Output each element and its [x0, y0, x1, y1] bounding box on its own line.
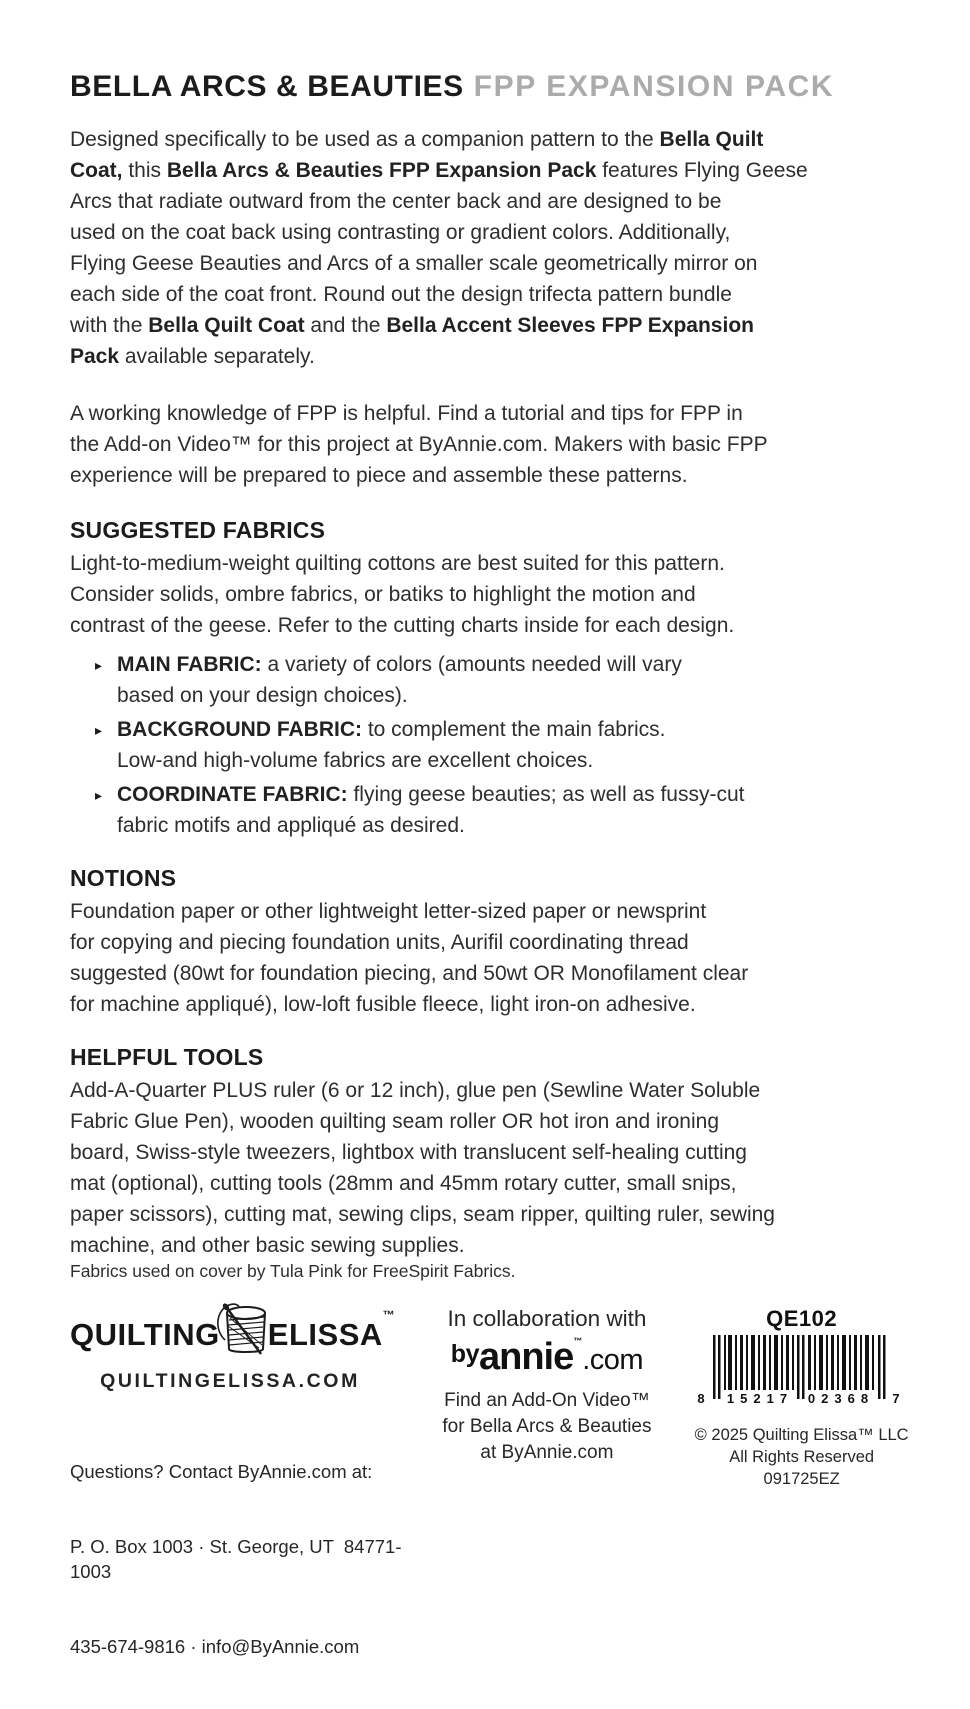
bullet-main-fabric: [70, 649, 914, 711]
cover-fabrics-note: Fabrics used on cover by Tula Pink for FreeSpirit Fabrics.: [70, 1261, 516, 1281]
bullet-arrow-icon: ▸: [95, 787, 103, 803]
suggested-fabrics-heading: SUGGESTED FABRICS: [70, 517, 326, 543]
barcode-digit-outer-left: 8: [697, 1391, 705, 1406]
bullet-background-fabric: [70, 714, 914, 776]
addon-video-line: for Bella Arcs & Beauties: [442, 1416, 652, 1437]
copyright-block: [689, 1424, 914, 1490]
contact-line: P. O. Box 1003 · St. George, UT 84771-1003: [70, 1536, 402, 1582]
section-notions: [70, 865, 914, 1020]
trademark-symbol: ™: [382, 1307, 396, 1322]
bullet-label: MAIN FABRIC:: [117, 653, 262, 676]
logo-word-elissa: ELISSA™: [267, 1307, 396, 1352]
bullet-text: flying geese beauties; as well as fussy-cut fabric motifs and appliqué as desired.: [117, 783, 745, 837]
bullet-text: to complement the main fabrics. Low-and high-volume fabrics are excellent choices.: [117, 718, 666, 772]
addon-video-note: [405, 1388, 690, 1466]
bullet-label: COORDINATE FABRIC:: [117, 783, 348, 806]
byannie-logo: [405, 1338, 690, 1376]
barcode-digits-group2: 02368: [807, 1391, 874, 1406]
intro-paragraph-2: A working knowledge of FPP is helpful. Find a tutorial and tips for FPP in the Add-on Video™ for this project at ByAnnie.com. Makers with basic FPP experience will be prepared to piece and assemble these patterns.: [70, 402, 768, 487]
contact-line: 435-674-9816 · info@ByAnnie.com: [70, 1636, 360, 1657]
footer-barcode-block: [689, 1306, 914, 1709]
logo-annie: annie: [478, 1336, 574, 1378]
page-title: [70, 70, 914, 104]
section-helpful-tools: [70, 1044, 914, 1261]
logo-com: .com: [582, 1344, 644, 1376]
helpful-tools-body: Add-A-Quarter PLUS ruler (6 or 12 inch), glue pen (Sewline Water Soluble Fabric Glue Pen), wooden quilting seam roller OR hot iron and ironing board, Swiss-style tweezers, lightbox with translucent self-healing cutting mat (optional), cutting tools (28mm and 45mm rotary cutter, small snips, paper scissors), cutting mat, sewing clips, seam ripper, quilting ruler, sewing machine, and other basic sewing supplies.: [70, 1079, 775, 1257]
quilting-elissa-logo: [70, 1306, 405, 1362]
bullet-label: BACKGROUND FABRIC:: [117, 718, 362, 741]
logo-word-quilting: QUILTING: [70, 1316, 220, 1352]
footer-byannie-block: [405, 1306, 690, 1709]
thread-spool-needle-icon: [215, 1300, 273, 1362]
suggested-fabrics-body: Light-to-medium-weight quilting cottons are best suited for this pattern. Consider solids, ombre fabrics, or batiks to highlight the motion and contrast of the geese. Refer to the cutting charts inside for each design.: [70, 552, 735, 637]
bullet-text: a variety of colors (amounts needed will vary based on your design choices).: [117, 653, 682, 707]
intro-paragraph-1: Designed specifically to be used as a companion pattern to the Bella Quilt Coat, this Bella Arcs & Beauties FPP Expansion Pack features Flying Geese Arcs that radiate outward from the center back and are designed to be used on the coat back using contrasting or gradient colors. Additionally, Flying Geese Beauties and Arcs of a smaller scale geometrically mirror on each side of the coat front. Round out the design trifecta pattern bundle with the Bella Quilt Coat and the Bella Accent Sleeves FPP Expansion Pack available separately.: [70, 128, 808, 368]
addon-video-line: Find an Add-On Video™: [444, 1390, 650, 1411]
helpful-tools-heading: HELPFUL TOOLS: [70, 1044, 264, 1070]
upc-barcode: [689, 1335, 914, 1418]
footer: [70, 1306, 914, 1709]
addon-video-line: at ByAnnie.com: [480, 1442, 614, 1463]
section-suggested-fabrics: [70, 517, 914, 841]
notions-heading: NOTIONS: [70, 865, 177, 891]
notions-body: Foundation paper or other lightweight letter-sized paper or newsprint for copying and piecing foundation units, Aurifil coordinating thread suggested (80wt for foundation piecing, and 50wt OR Monofilament clear for machine appliqué), low-loft fusible fleece, light iron-on adhesive.: [70, 900, 749, 1016]
barcode-digits-group1: 15217: [726, 1391, 793, 1406]
bullet-coordinate-fabric: [70, 779, 914, 841]
copyright-line: © 2025 Quilting Elissa™ LLC: [694, 1426, 909, 1444]
bullet-arrow-icon: ▸: [95, 657, 103, 673]
logo-by: by: [450, 1340, 479, 1368]
barcode-digit-outer-right: 7: [892, 1391, 900, 1406]
trademark-symbol: ™: [573, 1336, 583, 1346]
quiltingelissa-website: QUILTINGELISSA.COM: [100, 1370, 360, 1392]
fabric-bullet-list: [70, 649, 914, 841]
footer-quilting-elissa-block: [70, 1306, 405, 1709]
pattern-sku: QE102: [766, 1306, 838, 1331]
copyright-line: 091725EZ: [763, 1470, 840, 1488]
bullet-arrow-icon: ▸: [95, 722, 103, 738]
contact-line: Questions? Contact ByAnnie.com at:: [70, 1461, 373, 1482]
page-title-main: BELLA ARCS & BEAUTIES: [70, 70, 464, 103]
collaboration-text: In collaboration with: [447, 1306, 647, 1331]
page-title-accent: FPP EXPANSION PACK: [463, 70, 835, 103]
barcode-graphic: [697, 1335, 907, 1413]
contact-block: [70, 1409, 405, 1709]
copyright-line: All Rights Reserved: [729, 1448, 875, 1466]
